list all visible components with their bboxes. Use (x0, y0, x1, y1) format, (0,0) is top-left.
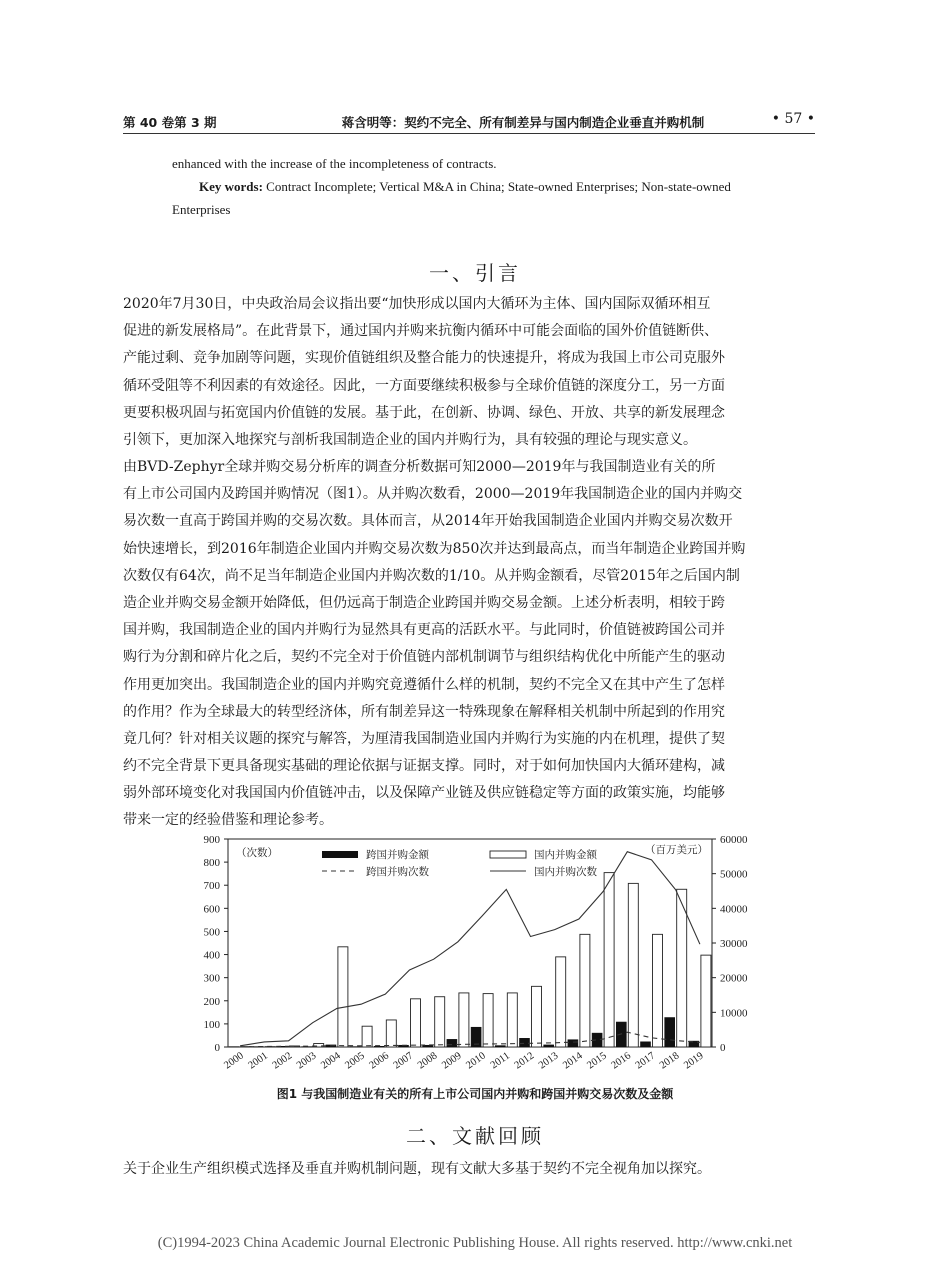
paragraph-line: 作用更加突出。我国制造企业的国内并购究竟遵循什么样的机制，契约不完全又在其中产生了怎样 (123, 676, 725, 693)
right-axis-tick-label: 20000 (720, 972, 748, 985)
right-axis-tick-label: 0 (720, 1042, 726, 1054)
x-axis-tick-label: 2005 (343, 1050, 367, 1072)
legend-label-domestic-count: 国内并购次数 (534, 867, 597, 878)
bar-cross-border-amount (592, 1033, 602, 1047)
x-axis-tick-label: 2004 (319, 1050, 343, 1072)
header-rule (123, 133, 815, 134)
lit-review-paragraph (123, 1156, 823, 1183)
bar-domestic-amount (628, 883, 638, 1047)
paragraph-line: 易次数一直高于跨国并购的交易次数。具体而言，从2014年开始我国制造企业国内并购交易次数开 (123, 513, 733, 530)
bar-domestic-amount (556, 957, 566, 1047)
keywords-text: Contract Incomplete; Vertical M&A in China; State-owned Enterprises; Non-state-owned (262, 179, 731, 194)
bar-domestic-amount (604, 873, 614, 1047)
left-axis-tick-label: 600 (203, 903, 220, 916)
intro-paragraph-1 (123, 291, 823, 454)
paragraph-line: 造企业并购交易金额开始降低，但仍远高于制造企业跨国并购交易金额。上述分析表明，相较于跨 (123, 594, 725, 611)
x-axis-tick-label: 2009 (440, 1050, 464, 1072)
legend-swatch-cross-amount (322, 851, 358, 858)
bar-cross-border-amount (616, 1022, 626, 1047)
line-domestic-count (240, 852, 700, 1046)
bar-cross-border-amount (278, 1046, 288, 1047)
bar-cross-border-amount (641, 1042, 651, 1047)
bar-cross-border-amount (689, 1041, 699, 1047)
paragraph-line: 关于企业生产组织模式选择及垂直并购机制问题，现有文献大多基于契约不完全视角加以探究。 (123, 1161, 711, 1177)
running-header (123, 111, 815, 133)
bar-domestic-amount (507, 993, 517, 1047)
bar-domestic-amount (338, 947, 348, 1047)
legend-label-cross-amount: 跨国并购金额 (366, 850, 429, 861)
bar-cross-border-amount (447, 1039, 457, 1047)
x-axis-tick-label: 2018 (657, 1050, 682, 1072)
right-axis-tick-label: 60000 (720, 834, 748, 846)
right-axis-tick-label: 40000 (720, 903, 748, 916)
keywords-continuation: Enterprises (172, 202, 231, 217)
bar-cross-border-amount (374, 1046, 384, 1047)
x-axis-tick-label: 2000 (222, 1050, 246, 1072)
keywords-label: Key words: (199, 179, 263, 194)
figure-1-caption: 图1 与我国制造业有关的所有上市公司国内并购和跨国并购交易次数及金额 (276, 1087, 674, 1101)
bar-domestic-amount (483, 994, 493, 1047)
left-axis-tick-label: 700 (203, 880, 220, 893)
x-axis-tick-label: 2013 (536, 1050, 561, 1072)
section-2-title: 二、文献回顾 (406, 1124, 544, 1148)
x-axis-tick-label: 2017 (633, 1050, 658, 1072)
paragraph-line: 促进的新发展格局”。在此背景下，通过国内并购来抗衡内循环中可能会面临的国外价值链断供、 (123, 323, 719, 340)
copyright-footer: (C)1994-2023 China Academic Journal Electronic Publishing House. All rights reserved. http://www.cnki.net (157, 1235, 793, 1251)
abstract-tail-line: enhanced with the increase of the incompleteness of contracts. (172, 156, 497, 171)
left-axis-tick-label: 100 (203, 1018, 220, 1031)
volume-issue: 第 40 卷第 3 期 (123, 115, 217, 130)
bar-domestic-amount (435, 997, 445, 1047)
x-axis-tick-label: 2002 (270, 1050, 295, 1072)
x-axis-tick-label: 2011 (488, 1050, 513, 1072)
left-axis-tick-label: 300 (203, 972, 220, 985)
paragraph-line: 有上市公司国内及跨国并购情况（图1）。从并购次数看，2000—2019年我国制造企业的国内并购交 (123, 486, 743, 503)
bar-cross-border-amount (399, 1045, 409, 1047)
bar-domestic-amount (653, 934, 663, 1047)
left-axis-tick-label: 500 (203, 926, 220, 939)
paragraph-line: 由BVD-Zephyr全球并购交易分析库的调查分析数据可知2000—2019年与我国制造业有关的所 (123, 459, 716, 475)
right-axis-tick-label: 30000 (720, 938, 748, 950)
paragraph-line: 更要积极巩固与拓宽国内价值链的发展。基于此，在创新、协调、绿色、开放、共享的新发展理念 (123, 404, 725, 421)
bar-domestic-amount (677, 889, 687, 1047)
bar-cross-border-amount (326, 1045, 336, 1047)
paragraph-line: 始快速增长，到2016年制造企业国内并购交易次数为850次并达到最高点，而当年制造企业跨国并购 (123, 540, 746, 557)
bar-domestic-amount (580, 934, 590, 1047)
legend-swatch-domestic-amount (490, 851, 526, 858)
paragraph-line: 的作用？作为全球最大的转型经济体，所有制差异这一特殊现象在解释相关机制中所起到的作用究 (123, 703, 725, 720)
x-axis-tick-label: 2014 (561, 1050, 585, 1072)
bar-domestic-amount (701, 955, 711, 1047)
legend-label-cross-count: 跨国并购次数 (366, 867, 429, 878)
bar-domestic-amount (532, 986, 542, 1047)
keywords-line (199, 176, 799, 198)
plot-frame (228, 839, 712, 1047)
bar-domestic-amount (362, 1026, 372, 1047)
left-axis-unit: （次数） (236, 848, 278, 859)
paragraph-line: 约不完全背景下更具备现实基础的理论依据与证据支撑。同时，对于如何加快国内大循环建构，减 (123, 758, 725, 775)
bar-domestic-amount (459, 993, 469, 1047)
bar-cross-border-amount (544, 1045, 554, 1047)
x-axis-tick-label: 2010 (464, 1050, 488, 1072)
page-number: • 57 • (771, 111, 815, 127)
x-axis-tick-label: 2019 (682, 1050, 706, 1072)
paragraph-line: 弱外部环境变化对我国国内价值链冲击，以及保障产业链及供应链稳定等方面的政策实施，均能够 (123, 785, 725, 802)
right-axis-tick-label: 10000 (720, 1007, 748, 1020)
running-title: 蒋含明等：契约不完全、所有制差异与国内制造企业垂直并购机制 (341, 115, 705, 130)
paragraph-line: 产能过剩、竞争加剧等问题，实现价值链组织及整合能力的快速提升，将成为我国上市公司克服外 (123, 350, 725, 367)
bar-cross-border-amount (520, 1038, 530, 1047)
bar-cross-border-amount (423, 1045, 433, 1047)
paragraph-line: 带来一定的经验借鉴和理论参考。 (123, 812, 333, 829)
legend-label-domestic-amount: 国内并购金额 (534, 850, 597, 861)
x-axis-tick-label: 2016 (609, 1050, 634, 1072)
left-axis-tick-label: 400 (203, 949, 220, 962)
x-axis-tick-label: 2001 (246, 1050, 271, 1072)
paragraph-line: 购行为分割和碎片化之后，契约不完全对于价值链内部机制调节与组织结构优化中所能产生的驱动 (123, 649, 725, 666)
bar-cross-border-amount (471, 1027, 481, 1047)
left-axis-tick-label: 200 (203, 995, 220, 1008)
paragraph-line: 循环受阻等不利因素的有效途径。因此，一方面要继续积极参与全球价值链的深度分工，另一方面 (123, 377, 725, 394)
paragraph-line: 引领下，更加深入地探究与剖析我国制造企业的国内并购行为，具有较强的理论与现实意义。 (123, 431, 697, 448)
x-axis-tick-label: 2012 (512, 1050, 537, 1072)
x-axis-tick-label: 2015 (585, 1050, 609, 1072)
x-axis-tick-label: 2007 (391, 1050, 416, 1072)
left-axis-tick-label: 0 (214, 1042, 220, 1054)
intro-paragraph-2 (123, 454, 823, 835)
x-axis-tick-label: 2003 (294, 1050, 319, 1072)
paragraph-line: 次数仅有64次，尚不足当年制造企业国内并购次数的1/10。从并购金额看，尽管2015年之后国内制 (123, 567, 740, 584)
paragraph-line: 国并购，我国制造企业的国内并购行为显然具有更高的活跃水平。与此同时，价值链被跨国公司并 (123, 622, 725, 639)
bar-cross-border-amount (495, 1046, 505, 1047)
bar-cross-border-amount (568, 1040, 578, 1047)
bar-cross-border-amount (665, 1018, 675, 1047)
bar-domestic-amount (411, 999, 421, 1047)
bar-domestic-amount (386, 1020, 396, 1047)
left-axis-tick-label: 800 (203, 857, 220, 870)
x-axis-tick-label: 2006 (367, 1050, 392, 1072)
x-axis-tick-label: 2008 (415, 1050, 440, 1072)
paragraph-line: 竟几何？针对相关议题的探究与解答，为厘清我国制造业国内并购行为实施的内在机理，提供了契 (123, 730, 725, 747)
line-cross-border-count (240, 1032, 700, 1047)
right-axis-tick-label: 50000 (720, 868, 748, 881)
bar-domestic-amount (314, 1044, 324, 1047)
bar-domestic-amount (290, 1046, 300, 1047)
left-axis-tick-label: 900 (203, 834, 220, 846)
paragraph-line: 2020年7月30日，中央政治局会议指出要“加快形成以国内大循环为主体、国内国际双循环相互 (123, 296, 711, 312)
right-axis-unit: （百万美元） (645, 845, 708, 856)
section-1-title: 一、引言 (429, 261, 521, 285)
